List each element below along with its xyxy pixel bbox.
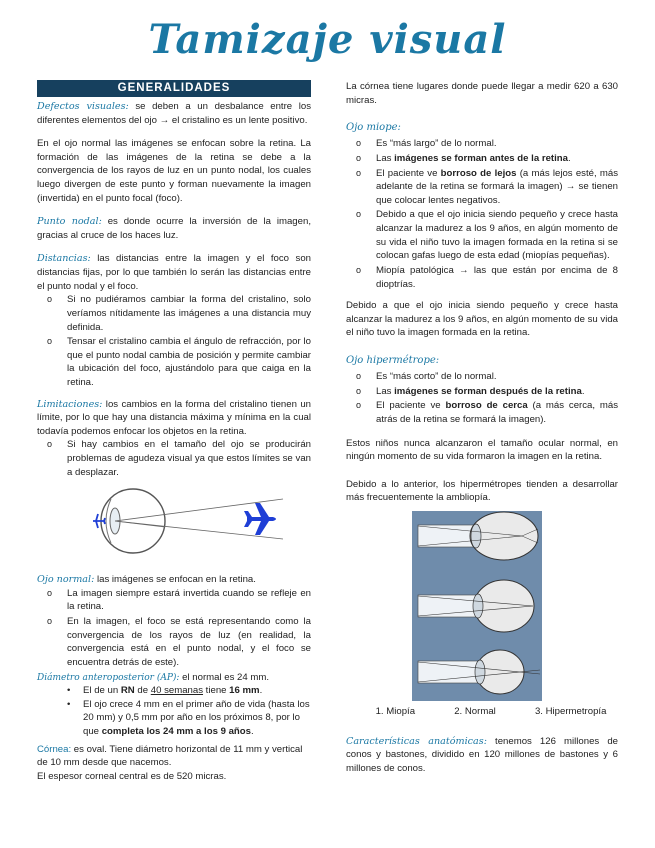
limitaciones-paragraph (37, 398, 311, 439)
ojo-normal-paragraph (37, 573, 311, 587)
espesor-text: El espesor corneal central es de 520 micras. (37, 770, 227, 782)
defectos-text: se deben a un desbalance entre los diferentes elementos del ojo → el cristalino es un lente positivo. (37, 101, 311, 126)
diametro-block (37, 671, 311, 685)
caption-normal: 2. Normal (454, 706, 496, 717)
list-item: o Si no pudiéramos cambiar la forma del cristalino, solo veríamos nítidamente las imágenes a una distancia muy definida. (37, 293, 311, 334)
list-item: o La imagen siempre estará invertida cuando se refleje en la retina. (37, 587, 311, 614)
caracteristicas-text: tenemos 126 millones de conos y bastones, dividido en 120 millones de bastones y 6 millones de conos. (346, 735, 618, 774)
hiper-heading: Ojo hipermétrope: (346, 354, 440, 366)
figure-caption (356, 705, 626, 719)
list-item: o Debido a que el ojo inicia siendo pequeño y crece hasta alcanzar la madurez a los 9 años, en algún momento de su vida el niño tuvo la imagen formada en la retina si se colocan gafas luego de esta edad (miopías pequeñas). (346, 208, 618, 262)
diametro-text: el normal es 24 mm. (179, 671, 270, 683)
distancias-text: las distancias entre la imagen y el foco son distancias fijas, por lo que también lo serán las distancias entre el punto nodal y el foco. (37, 253, 311, 292)
distancias-paragraph (37, 252, 311, 293)
hiper-paragraph-1: Estos niños nunca alcanzaron el tamaño ocular normal, en ningún momento de su vida formaron la imagen en la retina. (346, 437, 618, 463)
cornea-term: Córnea: (37, 743, 72, 755)
hiper-paragraph-2: Debido a lo anterior, los hipermétropes tienden a desarrollar más frecuentemente la ambliopía. (346, 478, 618, 504)
limitaciones-term: Limitaciones: (37, 398, 103, 410)
refraction-figure (412, 511, 542, 701)
limitaciones-text: los cambios en la forma del cristalino tienen un límite, por lo que hay una distancia máxima y mínima en la cual todavía podemos enfocar los objetos en la retina. (37, 398, 311, 437)
miope-list (346, 137, 618, 291)
list-item: • El ojo crece 4 mm en el primer año de vida (hasta los 20 mm) y 0,5 mm por año en los próximos 8, por lo que completa los 24 mm a los 9 años. (37, 698, 311, 739)
punto-nodal-paragraph (37, 215, 311, 242)
list-item: o Miopía patológica → las que están por encima de 8 dioptrías. (346, 264, 618, 291)
caracteristicas-term: Características anatómicas: (346, 735, 487, 747)
eye-airplane-figure (93, 481, 293, 561)
punto-nodal-text: es donde ocurre la inversión de la imagen, gracias al cruce de los haces luz. (37, 216, 311, 241)
caption-miopia: 1. Miopía (375, 706, 416, 717)
list-item: o Si hay cambios en el tamaño del ojo se producirán problemas de agudeza visual ya que estos límites se van a desplazar. (37, 438, 311, 479)
section-banner: GENERALIDADES (37, 80, 311, 97)
punto-nodal-term: Punto nodal: (37, 216, 102, 228)
cornea-continuation: La córnea tiene lugares donde puede llegar a medir 620 a 630 micras. (346, 81, 618, 106)
miope-heading: Ojo miope: (346, 122, 401, 134)
list-item: o El paciente ve borroso de cerca (a más cerca, más atrás de la retina se formará la imagen). (346, 399, 618, 426)
ojo-normal-list (37, 587, 311, 670)
list-item: o Tensar el cristalino cambia el ángulo de refracción, por lo que el punto nodal cambia de posición y permite cambiar la ubicación del foco, ajustándolo para que caiga en la retina. (37, 335, 311, 389)
distancias-list (37, 293, 311, 389)
cornea-block (37, 743, 311, 784)
normal-paragraph: En el ojo normal las imágenes se enfocan sobre la retina. La formación de las imágenes de la retina se debe a la convergencia de los rayos de luz en un punto nodal, los cuales luego divergen de este punto y forman nuevamente la imagen (invertida) en el punto focal (foco). (37, 138, 311, 204)
diametro-list (37, 684, 311, 738)
list-item: • El de un RN de 40 semanas tiene 16 mm. (37, 684, 311, 698)
ojo-normal-text: las imágenes se enfocan en la retina. (94, 574, 256, 586)
miope-paragraph: Debido a que el ojo inicia siendo pequeño y crece hasta alcanzar la madurez a los 9 años, en algún momento de su vida el niño tuvo la imagen formada en la retina. (346, 300, 618, 339)
list-item: o En la imagen, el foco se está representando como la convergencia de los rayos de luz (en realidad, la convergencia está en el punto nodal, y el foco se encuentra detrás de este). (37, 615, 311, 669)
list-item: o Es “más corto” de lo normal. (346, 370, 618, 384)
list-item: o Es “más largo” de lo normal. (346, 137, 618, 151)
defectos-paragraph (37, 100, 311, 127)
ojo-normal-term: Ojo normal: (37, 574, 95, 586)
list-item: o El paciente ve borroso de lejos (a más lejos esté, más adelante de la retina se formará la imagen) → se tienen que colocar lentes negativos. (346, 167, 618, 208)
hiper-list (346, 370, 618, 426)
airplane-icon (244, 503, 276, 535)
right-column (346, 80, 618, 785)
page-title: Tamizaje visual (148, 16, 507, 63)
caracteristicas-paragraph (346, 735, 618, 776)
left-column (37, 80, 311, 784)
caption-hipermetropia: 3. Hipermetropía (534, 706, 607, 717)
defectos-term: Defectos visuales: (37, 101, 129, 112)
cornea-text: es oval. Tiene diámetro horizontal de 11 mm y vertical de 10 mm desde que nacemos. (37, 743, 303, 769)
list-item: o Las imágenes se forman antes de la retina. (346, 152, 618, 166)
list-item: o Las imágenes se forman después de la retina. (346, 385, 618, 399)
distancias-term: Distancias: (37, 253, 91, 265)
limitaciones-list (37, 438, 311, 479)
diametro-term: Diámetro anteroposterior (AP): (37, 672, 180, 683)
